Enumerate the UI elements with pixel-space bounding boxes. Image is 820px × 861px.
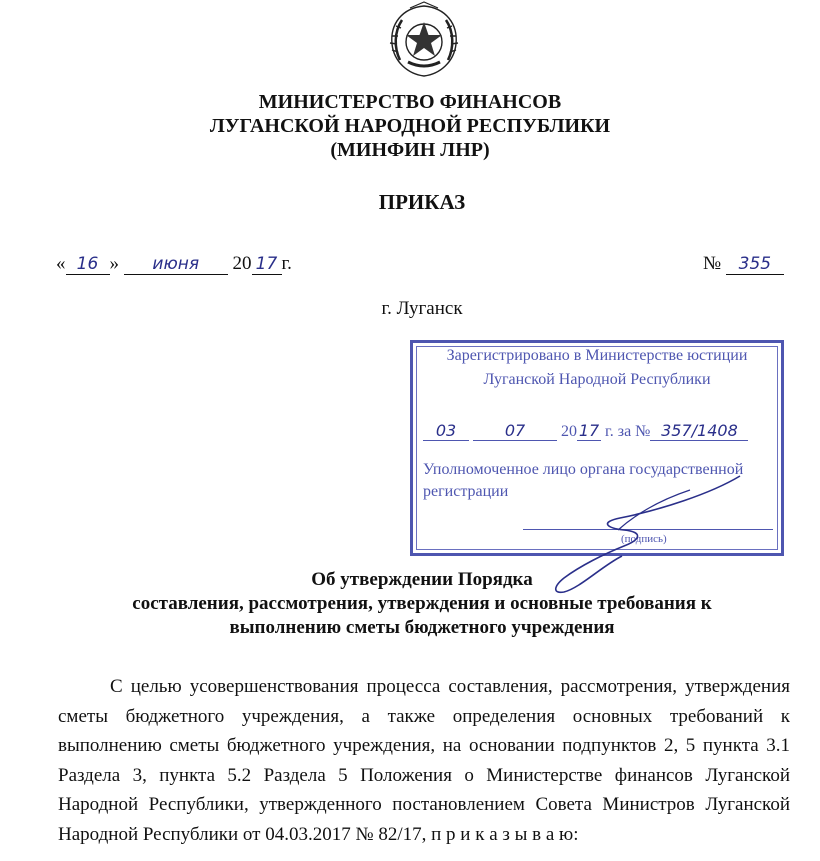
stamp-year-suffix: 17 bbox=[578, 421, 600, 440]
date-close-quote: » bbox=[109, 253, 119, 274]
stamp-year-prefix: 20 bbox=[561, 423, 577, 440]
state-emblem-icon bbox=[380, 0, 468, 80]
stamp-year-unit: г. за № bbox=[605, 423, 651, 440]
stamp-signature-line bbox=[523, 529, 773, 530]
body-paragraph: С целью усовершенствования процесса составления, рассмотрения, утверждения сметы бюджетного учреждения, а также определения основных требований к выполнению сметы бюджетного учреждения, на основании подпунктов 2, 5 пункта 3.1 Раздела 3, пункта 5.2 Раздела 5 Положения о Министерстве финансов Луганской Народной Республики, утвержденного постановлением Совета Министров Луганской Народной Республики от 04.03.2017 № 82/17, п р и к а з ы в а ю: bbox=[58, 676, 790, 845]
ministry-name-line-1: МИНИСТЕРСТВО ФИНАНСОВ bbox=[258, 91, 562, 113]
stamp-line-1: Зарегистрировано в Министерстве юстиции bbox=[446, 347, 748, 364]
subject-line-3: выполнению сметы бюджетного учреждения bbox=[229, 617, 615, 638]
order-number-label: № bbox=[703, 253, 722, 274]
document-type-title: ПРИКАЗ bbox=[378, 190, 466, 214]
subject-line-1: Об утверждении Порядка bbox=[311, 569, 533, 590]
date-month: июня bbox=[124, 254, 228, 275]
stamp-signature-caption: (подпись) bbox=[621, 533, 667, 545]
ministry-name-line-3: (МИНФИН ЛНР) bbox=[330, 139, 490, 161]
date-open-quote: « bbox=[56, 253, 66, 274]
date-year-prefix: 20 bbox=[232, 253, 252, 274]
order-date bbox=[56, 253, 292, 275]
stamp-authority-line-1: Уполномоченное лицо органа государственной bbox=[423, 461, 744, 478]
stamp-line-2: Луганской Народной Республики bbox=[483, 371, 711, 388]
ministry-header bbox=[0, 90, 820, 162]
date-day: 16 bbox=[66, 254, 110, 275]
subject-line-2: составления, рассмотрения, утверждения и основные требования к bbox=[132, 593, 712, 614]
order-number-value: 355 bbox=[726, 254, 784, 275]
stamp-day: 03 bbox=[423, 421, 469, 441]
date-year-suffix: 17 bbox=[252, 254, 282, 275]
stamp-registration-line bbox=[423, 421, 748, 441]
order-number bbox=[703, 253, 784, 275]
order-subject bbox=[0, 568, 820, 640]
date-year-unit: г. bbox=[281, 253, 292, 274]
city-line: г. Луганск bbox=[381, 298, 463, 319]
stamp-month: 07 bbox=[473, 421, 557, 441]
stamp-authority-line-2: регистрации bbox=[423, 483, 509, 500]
stamp-reg-number: 357/1408 bbox=[650, 421, 748, 441]
order-body bbox=[58, 672, 790, 849]
registration-stamp bbox=[410, 340, 784, 556]
ministry-name-line-2: ЛУГАНСКОЙ НАРОДНОЙ РЕСПУБЛИКИ bbox=[209, 115, 611, 137]
